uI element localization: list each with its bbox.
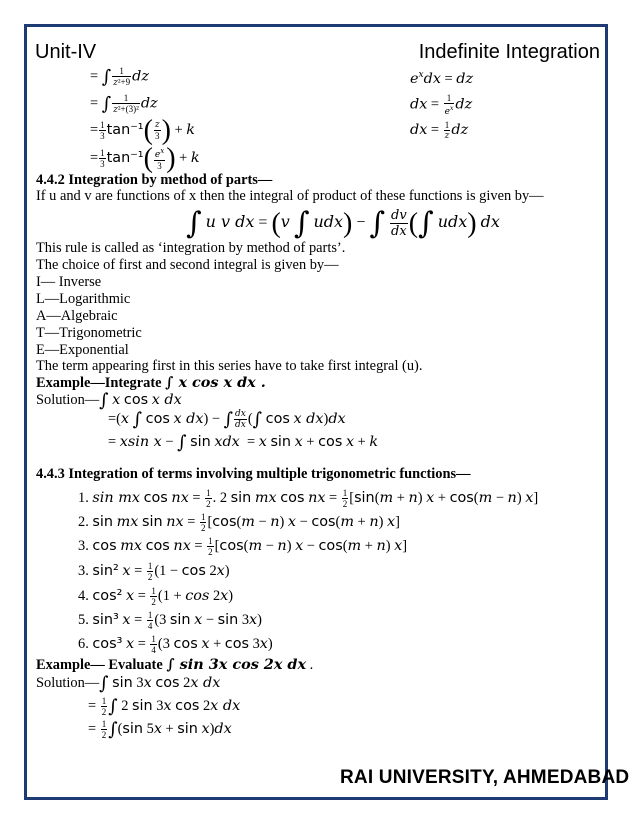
solution2-step2: = $\frac{1}{2}$ ∫(sin 5x + sin x)dx — [88, 718, 232, 740]
trig-formula-2: 2. sin mx sin nx = $\frac{1}{2}$ [cos(m − n) x − cos(m + n) x] — [78, 512, 400, 533]
solution2: Solution—∫ sin 3x cos 2x dx — [36, 673, 221, 694]
solution1-step1: =(x ∫ cos x dx) − ∫ $\frac{dx}{dx}$ (∫ cos x dx)dx — [108, 408, 346, 430]
trig-formula-6: 5. sin³ x = $\frac{1}{4}$ (3 sin x − sin 3x) — [78, 610, 262, 631]
example1-expr: ∫ x cos x dx . — [165, 374, 266, 391]
eq-line-2: = ∫ $\frac{1}{\text{z²+(3)²}}$ dz — [90, 93, 158, 115]
eq-line-3: = $\frac{1}{3}$ tan⁻¹( $\frac{z}{3}$ ) + k — [90, 114, 196, 146]
example1-label: Example—Integrate — [36, 375, 162, 391]
choice-note: The choice of first and second integral is given by— — [36, 257, 339, 273]
trig-heading: 4.4.3 Integration of terms involving multiple trigonometric functions— — [36, 466, 471, 482]
example2 — [36, 656, 313, 674]
parts-intro: If u and v are functions of x then the integral of product of these functions is given by— — [36, 188, 544, 204]
example1 — [36, 374, 266, 392]
trig-formula-1: 1. sin mx cos nx = $\frac{1}{2}$ . 2 sin mx cos nx = $\frac{1}{2}$ [sin(m + n) x + cos(m − n) x] — [78, 488, 539, 509]
university-footer: RAI UNIVERSITY, AHMEDABAD — [340, 767, 630, 788]
unit-label: Unit-IV — [35, 41, 97, 63]
rule-note: This rule is called as ‘integration by method of parts’. — [36, 240, 346, 256]
solution1: Solution—∫ x cos x dx — [36, 390, 182, 411]
ilate-algebraic: A—Algebraic — [36, 308, 118, 324]
trig-formula-3: 3. cos mx cos nx = $\frac{1}{2}$ [cos(m − n) x − cos(m + n) x] — [78, 536, 408, 557]
eq-line-1: = ∫ $\frac{1}{\text{z²+9}}$ dz — [90, 66, 149, 88]
trig-formula-7: 6. cos³ x = $\frac{1}{4}$ (3 cos x + cos 3x) — [78, 634, 273, 655]
subst-line-3: dx = $\frac{1}{z}$ dz — [410, 120, 469, 141]
solution1-label: Solution— — [36, 392, 100, 408]
solution2-label: Solution— — [36, 675, 100, 691]
solution2-step1: = $\frac{1}{2}$ ∫ 2 sin 3x cos 2x dx — [88, 695, 241, 717]
solution1-step2: = xsin x − ∫ sin xdx = x sin x + cos x + k — [108, 432, 379, 453]
ilate-trig: T—Trigonometric — [36, 325, 142, 341]
ilate-log: L—Logarithmic — [36, 291, 131, 307]
parts-formula: ∫ u v dx = (v ∫ udx) − ∫ $\frac{dv}{dx}$ (∫ udx) dx — [186, 206, 500, 242]
topic-title: Indefinite Integration — [418, 41, 600, 63]
subst-line-1: $e^xdx$ = dz — [410, 70, 474, 87]
eq-line-4: = $\frac{1}{3}$ tan⁻¹( $\frac{e^x}{3}$ ) + k — [90, 142, 200, 174]
trig-formula-5: 4. cos² x = $\frac{1}{2}$ (1 + cos 2x) — [78, 586, 234, 607]
series-note: The term appearing first in this series have to take first integral (u). — [36, 358, 423, 374]
parts-heading: 4.4.2 Integration by method of parts— — [36, 172, 273, 188]
example2-period: . — [309, 657, 314, 673]
subst-line-2: dx = $\frac{1}{e^x}$ dz — [410, 93, 473, 117]
example2-label: Example— Evaluate — [36, 657, 163, 673]
trig-formula-4: 3. sin² x = $\frac{1}{2}$ (1 − cos 2x) — [78, 561, 230, 582]
ilate-inverse: I— Inverse — [36, 274, 102, 290]
ilate-exponential: E—Exponential — [36, 342, 129, 358]
example2-expr: ∫ sin 3x cos 2x dx — [166, 656, 307, 673]
